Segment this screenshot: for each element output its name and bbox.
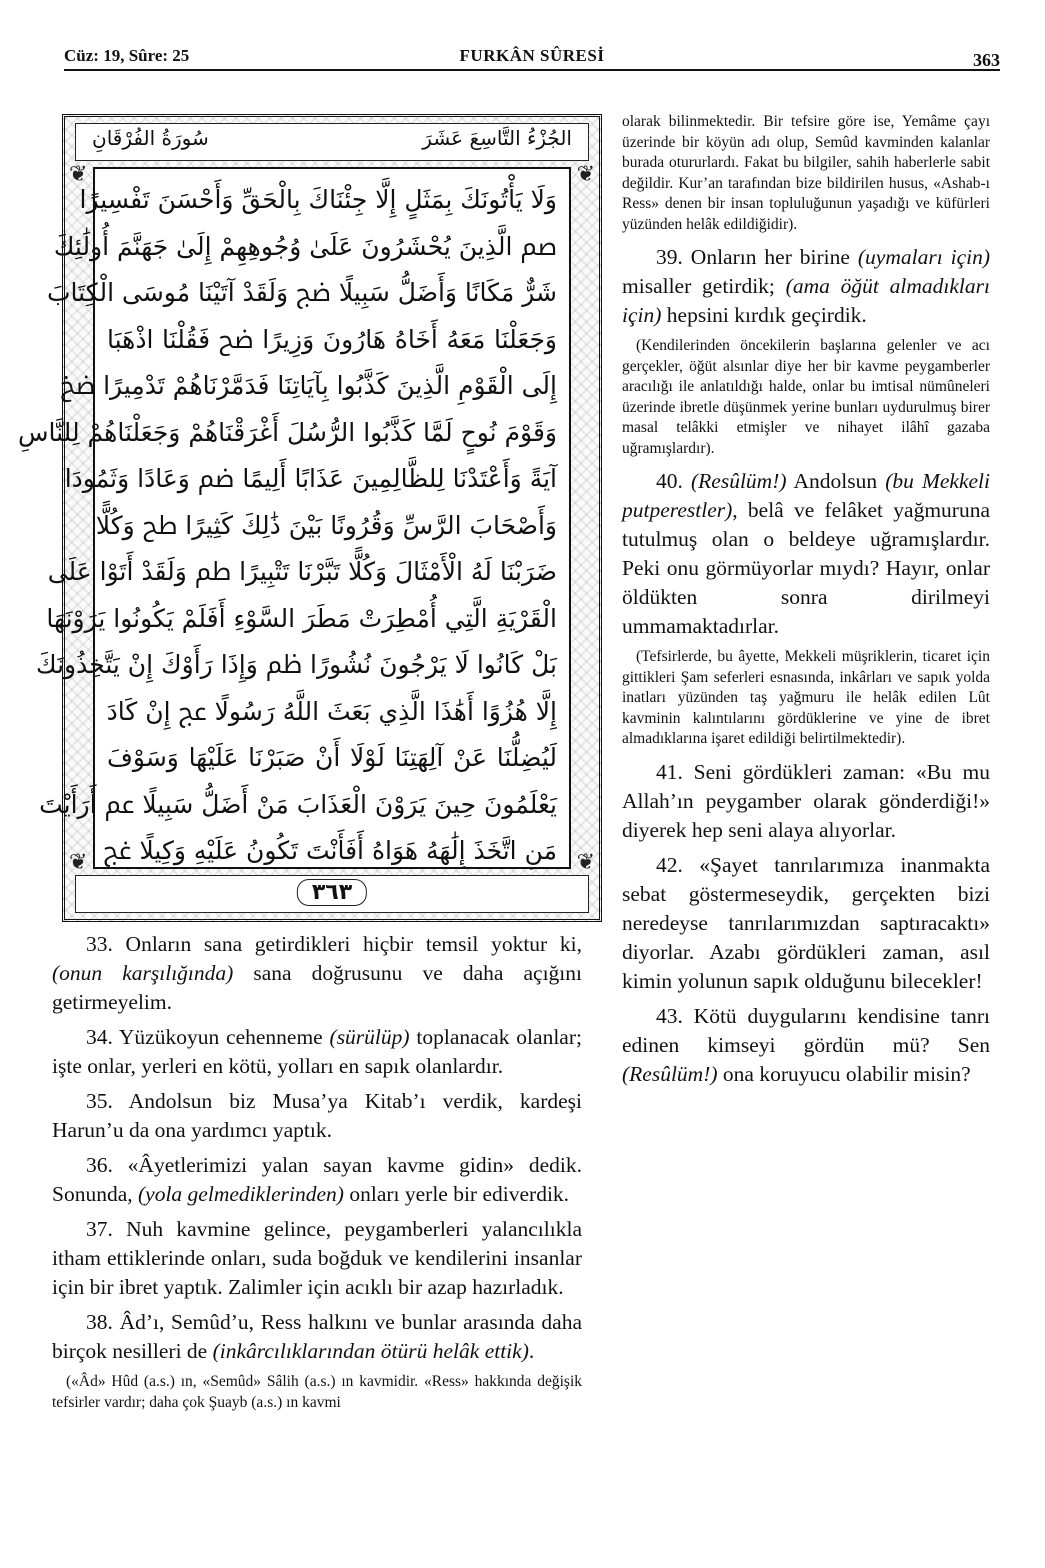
verse-37: 37. Nuh kavmine gelince, peygamberleri yalancılıkla itham ettiklerinde onları, suda boğduk ve kendilerini insanlar için bir ibret yaptık. Zalimler için acıklı bir azap hazırladık. [52,1217,582,1299]
arabic-page-number: ٣٦٣ [297,879,367,906]
header-rule [64,69,1000,71]
frame-bottom-band [75,875,589,913]
arabic-surah-name: سُورَةُ الفُرْقَانِ [92,126,209,150]
verse-42: 42. «Şayet tanrılarımıza inanmakta sebat göstermeseydik, gerçekten bizi neredeyse tanrılarımızdan saptıracaktı» diyorlar. Azabı gördükleri zaman, asıl kimin yolunun sapık olduğunu bilecekler! [622,852,990,993]
verse-34: 34. Yüzükoyun cehenneme (sürülüp) toplanacak olanlar; işte onlar, yerleri en kötü, yolları en sapık olanlardır. [52,1025,582,1078]
left-text-column [52,930,582,1421]
arabic-text-panel [18,167,571,869]
note-38: («Âd» Hûd (a.s.) ın, «Semûd» Sâlih (a.s.) ın kavmidir. «Ress» hakkında değişik tefsirler vardır; daha çok Şuayb (a.s.) ın kavmi [52,1373,582,1411]
note-38-continued: olarak bilinmektedir. Bir tefsire göre ise, Yemâme çayı üzerinde bir köyün adı olup, Semûd kavminden kalanlar burada otururlardı. Fakat bu bilgiler, sahih haberlerle sabit değildir. Kur’an tarafından bize bildirilen husus, «Ashab-ı Ress» denen bir insan topluluğunun yaşadığı ve küfürleri yüzünden helâk edildiğidir). [622,113,990,233]
note-39: (Kendilerinden öncekilerin başlarına gelenler ve acı gerçekler, öğüt alsınlar diye her bir kavme peygamberler aracılığı ile anlatıldığı halde, onlar bu imtisal nümûneleri üzerinde ibretle düşünmek yerine bunları uydurulmuş birer masal telâkki etmişler ve nihayet ilâhî gazaba uğramışlardır). [622,337,990,457]
arabic-line: مَنِ اتَّخَذَ إِلَٰهَهُ هَوَاهُ أَفَأَنْتَ تَكُونُ عَلَيْهِ وَكِيلًا ﰫ [103,836,557,865]
arabic-line: آيَةً وَأَعْتَدْنَا لِلظَّالِمِينَ عَذَابًا أَلِيمًا ﰥ وَعَادًا وَثَمُودَا [64,464,557,493]
verse-33: 33. Onların sana getirdikleri hiçbir temsil yoktur ki, (onun karşılığında) sana doğrusunu ve daha açığını getirmeyelim. [52,932,582,1014]
floral-ornament-icon: ❦ [69,849,88,874]
arabic-line: وَأَصْحَابَ الرَّسِّ وَقُرُونًا بَيْنَ ذَٰلِكَ كَثِيرًا ﰦ وَكُلًّا [95,510,557,540]
arabic-line: وَجَعَلْنَا مَعَهُ أَخَاهُ هَارُونَ وَزِيرًا ﰣ فَقُلْنَا اذْهَبَا [107,324,557,354]
arabic-line: ﰡ الَّذِينَ يُحْشَرُونَ عَلَىٰ وُجُوهِهِمْ إِلَىٰ جَهَنَّمَ أُولَٰئِكَ [53,231,557,261]
arabic-line: وَلَا يَأْتُونَكَ بِمَثَلٍ إِلَّا جِئْنَاكَ بِالْحَقِّ وَأَحْسَنَ تَفْسِيرًا [79,185,557,214]
verse-38: 38. Âd’ı, Semûd’u, Ress halkını ve bunlar arasında daha birçok nesilleri de (inkârcılıklarından ötürü helâk ettik). [52,1310,582,1363]
arabic-line: إِلَى الْقَوْمِ الَّذِينَ كَذَّبُوا بِآيَاتِنَا فَدَمَّرْنَاهُمْ تَدْمِيرًا ﰤ [60,371,557,400]
verse-43: 43. Kötü duygularını kendisine tanrı edinen kimseyi gördün mü? Sen (Resûlüm!) ona koruyucu olabilir misin? [622,1003,990,1086]
arabic-line: يَعْلَمُونَ حِينَ يَرَوْنَ الْعَذَابَ مَنْ أَضَلُّ سَبِيلًا ﰪ أَرَأَيْتَ [39,789,557,819]
arabic-line: شَرٌّ مَكَانًا وَأَضَلُّ سَبِيلًا ﰢ وَلَقَدْ آتَيْنَا مُوسَى الْكِتَابَ [47,278,557,307]
arabic-line: وَقَوْمَ نُوحٍ لَمَّا كَذَّبُوا الرُّسُلَ أَغْرَقْنَاهُمْ وَجَعَلْنَاهُمْ لِلنَّاسِ [18,417,557,447]
arabic-line: الْقَرْيَةِ الَّتِي أُمْطِرَتْ مَطَرَ السَّوْءِ أَفَلَمْ يَكُونُوا يَرَوْنَهَا [46,603,557,633]
juz-surah-label: Cüz: 19, Sûre: 25 [64,46,190,65]
page-number: 363 [973,50,1000,70]
quran-ornate-frame [18,114,602,922]
verse-41: 41. Seni gördükleri zaman: «Bu mu Allah’ın peygamber olarak gönderdiği!» diyerek hep seni alaya alıyorlar. [622,759,990,842]
arabic-juz-name: الجُزْءُ التَّاسِعَ عَشَرَ [422,126,572,150]
verse-39: 39. Onların her birine (uymaları için) misaller getirdik; (ama öğüt almadıkları için) hepsini kırdık geçirdik. [622,245,990,327]
note-40: (Tefsirlerde, bu âyette, Mekkeli müşriklerin, ticaret için gittikleri Şam seferleri esnasında, inkârları ve sapık yolda inatları yüzünden taş yağmuru ile helâk edilen Lût kavminin kalıntılarını gördüklerine ve yine de ibret almadıklarına işaret edildiği belirtilmektedir). [622,648,990,747]
arabic-line: لَيُضِلُّنَا عَنْ آلِهَتِنَا لَوْلَا أَنْ صَبَرْنَا عَلَيْهَا وَسَوْفَ [107,743,557,772]
arabic-line: بَلْ كَانُوا لَا يَرْجُونَ نُشُورًا ﰨ وَإِذَا رَأَوْكَ إِنْ يَتَّخِذُونَكَ [36,650,557,679]
arabic-line: ضَرَبْنَا لَهُ الْأَمْثَالَ وَكُلًّا تَبَّرْنَا تَتْبِيرًا ﰧ وَلَقَدْ أَتَوْا عَلَى [47,557,557,586]
verse-40: 40. (Resûlüm!) Andolsun (bu Mekkeli putperestler), belâ ve felâket yağmuruna tutulmuş olan o beldeye uğramışlardır. Peki onu görmüyorlar mıydı? Hayır, onlar öldükten sonra dirilmeyi ummamaktadırlar. [622,469,991,638]
surah-title: FURKÂN SÛRESİ [459,46,605,65]
verse-35: 35. Andolsun biz Musa’ya Kitab’ı verdik, kardeşi Harun’u da ona yardımcı yaptık. [52,1089,582,1142]
frame-top-band [75,123,589,161]
floral-ornament-icon: ❦ [576,849,595,874]
right-text-column [622,112,990,1095]
verse-36: 36. «Âyetlerimizi yalan sayan kavme gidin» dedik. Sonunda, (yola gelmediklerinden) onları yerle bir ediverdik. [52,1153,582,1206]
page-header [64,38,1000,72]
floral-ornament-icon: ❦ [69,161,88,186]
floral-ornament-icon: ❦ [576,161,595,186]
arabic-line: إِلَّا هُزُوًا أَهَٰذَا الَّذِي بَعَثَ اللَّهُ رَسُولًا ﰩ إِنْ كَادَ [106,696,557,726]
